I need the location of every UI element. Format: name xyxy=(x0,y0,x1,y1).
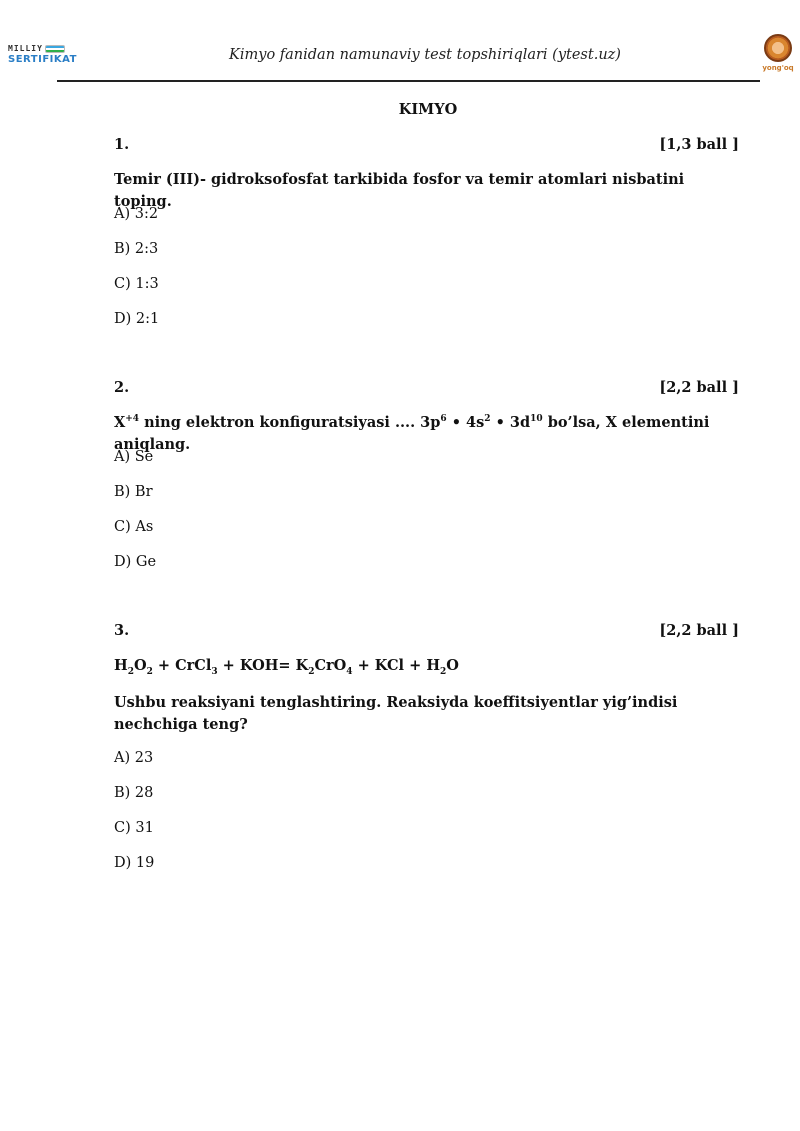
page-header xyxy=(0,0,800,84)
question-2-option-a[interactable]: A) Se xyxy=(114,449,154,465)
eq-part: O xyxy=(133,657,147,674)
question-number: 1. xyxy=(114,136,130,153)
yongoq-logo-caption: yong'oq xyxy=(762,64,794,72)
question-1-header xyxy=(114,136,739,156)
p-exponent: 6 xyxy=(440,414,447,425)
question-1-option-c[interactable]: C) 1:3 xyxy=(114,276,159,292)
question-3-option-d[interactable]: D) 19 xyxy=(114,855,155,871)
question-3-option-a[interactable]: A) 23 xyxy=(114,750,154,766)
question-points: [2,2 ball ] xyxy=(659,379,739,396)
header-divider xyxy=(57,80,760,82)
question-number: 3. xyxy=(114,622,130,639)
stem-text: bo’lsa, X elementini aniqlang. xyxy=(114,414,710,453)
question-2-header xyxy=(114,379,739,399)
question-1-option-b[interactable]: B) 2:3 xyxy=(114,241,159,257)
question-2-option-b[interactable]: B) Br xyxy=(114,484,153,500)
question-1-option-d[interactable]: D) 2:1 xyxy=(114,311,160,327)
d-exponent: 10 xyxy=(530,414,543,425)
question-3-option-c[interactable]: C) 31 xyxy=(114,820,154,836)
eq-subscript: 2 xyxy=(440,666,447,677)
subject-title: KIMYO xyxy=(398,101,458,118)
walnut-icon xyxy=(764,34,792,62)
eq-part: CrO xyxy=(314,657,347,674)
eq-part: + CrCl xyxy=(152,657,212,674)
eq-part: H xyxy=(114,657,128,674)
stem-text: • 3d xyxy=(490,414,531,431)
logo-text-bottom: SERTIFIKAT xyxy=(8,54,77,65)
question-2-option-d[interactable]: D) Ge xyxy=(114,554,157,570)
question-1-option-a[interactable]: A) 3:2 xyxy=(114,206,159,222)
question-3-header xyxy=(114,622,739,642)
eq-subscript: 2 xyxy=(146,666,153,677)
question-number: 2. xyxy=(114,379,130,396)
question-points: [2,2 ball ] xyxy=(659,622,739,639)
question-1-stem: Temir (III)- gidroksofosfat tarkibida fosfor va temir atomlari nisbatini toping. xyxy=(114,171,685,210)
element-symbol: X xyxy=(114,414,126,431)
eq-part: + KCl + H xyxy=(352,657,441,674)
eq-subscript: 2 xyxy=(308,666,315,677)
header-title: Kimyo fanidan namunaviy test topshiriqlari (ytest.uz) xyxy=(229,47,621,63)
question-3-option-b[interactable]: B) 28 xyxy=(114,785,154,801)
question-points: [1,3 ball ] xyxy=(659,136,739,153)
question-2-stem xyxy=(114,412,739,456)
eq-subscript: 4 xyxy=(346,666,353,677)
eq-subscript: 2 xyxy=(127,666,134,677)
eq-part: O xyxy=(446,657,459,674)
logo-text-top: MILLIY xyxy=(8,44,43,53)
stem-text: ning elektron konfiguratsiyasi .... 3p xyxy=(139,414,441,431)
s-exponent: 2 xyxy=(484,414,491,425)
question-3-equation xyxy=(114,655,714,677)
question-2-option-c[interactable]: C) As xyxy=(114,519,154,535)
yongoq-logo xyxy=(761,34,795,78)
eq-subscript: 3 xyxy=(211,666,218,677)
stem-text: • 4s xyxy=(446,414,485,431)
question-3-stem: Ushbu reaksiyani tenglashtiring. Reaksiyda koeffitsiyentlar yig’indisi nechchiga teng? xyxy=(114,694,678,733)
eq-part: + KOH= K xyxy=(217,657,309,674)
ion-charge: +4 xyxy=(125,414,140,425)
